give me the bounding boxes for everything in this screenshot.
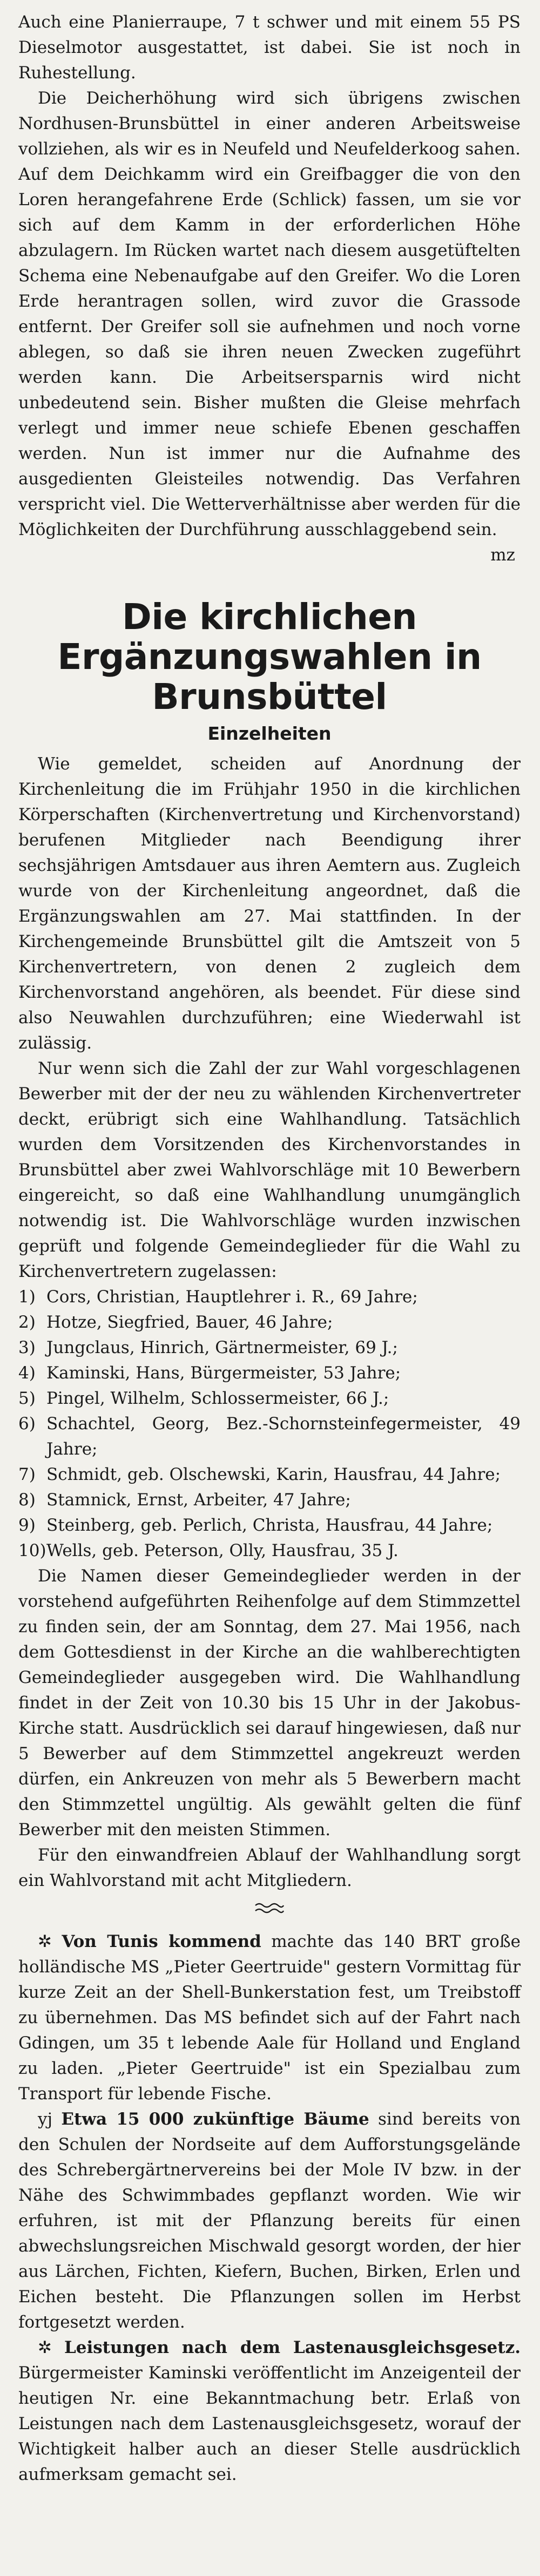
candidate-item [18,1538,521,1564]
news-text: machte das 140 BRT große holländische MS „Pieter Geertruide" gestern Vormittag für kurze Zeit an der Shell-Bunkerstation fest, um Treibstoff zu übernehmen. Das MS befindet sich auf der Fahrt nach Gdingen, um 35 t lebende Aale für Holland und England zu laden. „Pieter Geertruide" ist ein Spezialbau zum Transport für lebende Fische. [18,1932,521,2104]
article-paragraph: Wie gemeldet, scheiden auf Anordnung der Kirchenleitung die im Frühjahr 1950 in die kirchlichen Körperschaften (Kirchenvertretung und Kirchenvorstand) berufenen Mitglieder nach Beendigung ihrer sechsjährigen Amtsdauer aus ihren Aemtern aus. Zugleich wurde von der Kirchenleitung angeordnet, daß die Ergänzungswahlen am 27. Mai stattfinden. In der Kirchengemeinde Brunsbüttel gilt die Amtszeit von 5 Kirchenvertretern, von denen 2 zugleich dem Kirchenvorstand angehören, als beendet. Für diese sind also Neuwahlen durchzuführen; eine Wiederwahl ist zulässig. [18,754,521,1053]
news-marker: yj [38,2110,53,2129]
top-article-signature-line [18,543,521,568]
candidate-item [18,1335,521,1361]
candidate-item [18,1513,521,1538]
candidate-text: Jungclaus, Hinrich, Gärtnermeister, 69 J.; [46,1338,398,1357]
star-marker-icon: ✲ [38,1932,52,1951]
news-item [18,1929,521,2107]
candidate-number: 5) [18,1389,36,1408]
candidate-text: Pingel, Wilhelm, Schlossermeister, 66 J.; [46,1389,389,1408]
candidate-text: Cors, Christian, Hauptlehrer i. R., 69 Jahre; [46,1287,418,1307]
candidate-text: Schachtel, Georg, Bez.-Schornsteinfegermeister, 49 Jahre; [46,1414,521,1459]
candidate-number: 3) [18,1338,36,1357]
news-item [18,2335,521,2487]
candidate-text: Steinberg, geb. Perlich, Christa, Hausfrau, 44 Jahre; [46,1516,493,1535]
candidate-number: 6) [18,1414,36,1434]
candidate-text: Kaminski, Hans, Bürgermeister, 53 Jahre; [46,1363,401,1383]
article-paragraph: Für den einwandfreien Ablauf der Wahlhandlung sorgt ein Wahlvorstand mit acht Mitgliedern. [18,1845,521,1890]
candidate-item [18,1462,521,1488]
top-article-paragraph: Auch eine Planierraupe, 7 t schwer und mit einem 55 PS Dieselmotor ausgestattet, ist dabei. Sie ist noch in Ruhestellung. [18,12,521,83]
candidate-item [18,1310,521,1335]
candidate-number: 9) [18,1516,36,1535]
news-text: Bürgermeister Kaminski veröffentlicht im Anzeigenteil der heutigen Nr. eine Bekanntmachung betr. Erlaß von Leistungen nach dem Lastenausgleichsgesetz, worauf der Wichtigkeit halber auch an dieser Stelle ausdrücklich aufmerksam gemacht sei. [18,2363,521,2484]
candidate-item [18,1488,521,1513]
wave-divider-icon [18,1901,521,1917]
candidate-text: Hotze, Siegfried, Bauer, 46 Jahre; [46,1313,333,1332]
article-headline: Die kirchlichen Ergänzungswahlen in Brunsbüttel [57,596,482,718]
star-marker-icon: ✲ [38,2338,52,2357]
candidate-number: 10) [18,1541,46,1560]
candidate-number: 4) [18,1363,36,1383]
news-lead: Von Tunis kommend [62,1932,261,1951]
candidate-number: 1) [18,1287,36,1307]
candidate-item [18,1361,521,1386]
article-paragraph: Nur wenn sich die Zahl der zur Wahl vorgeschlagenen Bewerber mit der der neu zu wählenden Kirchenvertreter deckt, erübrigt sich eine Wahlhandlung. Tatsächlich wurden dem Vorsitzenden des Kirchenvorstandes in Brunsbüttel aber zwei Wahlvorschläge mit 10 Bewerbern eingereicht, so daß eine Wahlhandlung unumgänglich notwendig ist. Die Wahlvorschläge wurden inzwischen geprüft und folgende Gemeindeglieder für die Wahl zu Kirchenvertretern zugelassen: [18,1059,521,1281]
candidate-number: 7) [18,1465,36,1484]
candidate-item [18,1284,521,1310]
text-column [18,10,521,2487]
top-article-paragraph: Die Deicherhöhung wird sich übrigens zwischen Nordhusen-Brunsbüttel in einer anderen Arbeitsweise vollziehen, als wir es in Neufeld und Neufelderkoog sahen. Auf dem Deichkamm wird ein Greifbagger die von den Loren herangefahrene Erde (Schlick) fassen, um sie vor sich auf dem Kamm in der erforderlichen Höhe abzulagern. Im Rücken wartet nach diesem ausgetüftelten Schema eine Nebenaufgabe auf den Greifer. Wo die Loren Erde herantragen sollen, wird zuvor die Grassode entfernt. Der Greifer soll sie aufnehmen und noch vorne ablegen, so daß sie ihren neuen Zwecken zugeführt werden kann. Die Arbeitsersparnis wird nicht unbedeutend sein. Bisher mußten die Gleise mehrfach verlegt und immer neue schiefe Ebenen geschaffen werden. Nun ist immer nur die Aufnahme des ausgedienten Gleisteiles notwendig. Das Verfahren verspricht viel. Die Wetterverhältnisse aber werden für die Möglichkeiten der Durchführung ausschlaggebend sein. [18,89,521,539]
news-lead: Etwa 15 000 zukünftige Bäume [61,2110,369,2129]
candidate-item [18,1411,521,1462]
candidate-number: 2) [18,1313,36,1332]
candidate-text: Wells, geb. Peterson, Olly, Hausfrau, 35 J. [46,1541,399,1560]
news-lead: Leistungen nach dem Lastenausgleichsgesetz. [64,2338,521,2357]
candidate-list [18,1284,521,1564]
candidate-text: Stamnick, Ernst, Arbeiter, 47 Jahre; [46,1490,351,1510]
news-text: sind bereits von den Schulen der Nordseite auf dem Aufforstungsgelände des Schrebergärtnervereins bei der Mole IV bzw. in der Nähe des Schwimmbades gepflanzt worden. Wie wir erfuhren, ist mit der Pflanzung bereits für einen abwechslungsreichen Mischwald gesorgt worden, der hier aus Lärchen, Fichten, Kiefern, Buchen, Birken, Erlen und Eichen besteht. Die Pflanzungen sollen im Herbst fortgesetzt werden. [18,2110,521,2332]
candidate-number: 8) [18,1490,36,1510]
candidate-item [18,1386,521,1411]
candidate-text: Schmidt, geb. Olschewski, Karin, Hausfrau, 44 Jahre; [46,1465,501,1484]
news-item [18,2107,521,2335]
author-signature: mz [490,545,515,565]
article-paragraph: Die Namen dieser Gemeindeglieder werden in der vorstehend aufgeführten Reihenfolge auf dem Stimmzettel zu finden sein, der am Sonntag, dem 27. Mai 1956, nach dem Gottesdienst in der Kirche an die wahlberechtigten Gemeindeglieder ausgegeben wird. Die Wahlhandlung findet in der Zeit von 10.30 bis 15 Uhr in der Jakobus-Kirche statt. Ausdrücklich sei darauf hingewiesen, daß nur 5 Bewerber auf dem Stimmzettel angekreuzt werden dürfen, ein Ankreuzen von mehr als 5 Bewerbern macht den Stimmzettel ungültig. Als gewählt gelten die fünf Bewerber mit den meisten Stimmen. [18,1566,521,1840]
article-subheading: Einzelheiten [207,723,332,744]
